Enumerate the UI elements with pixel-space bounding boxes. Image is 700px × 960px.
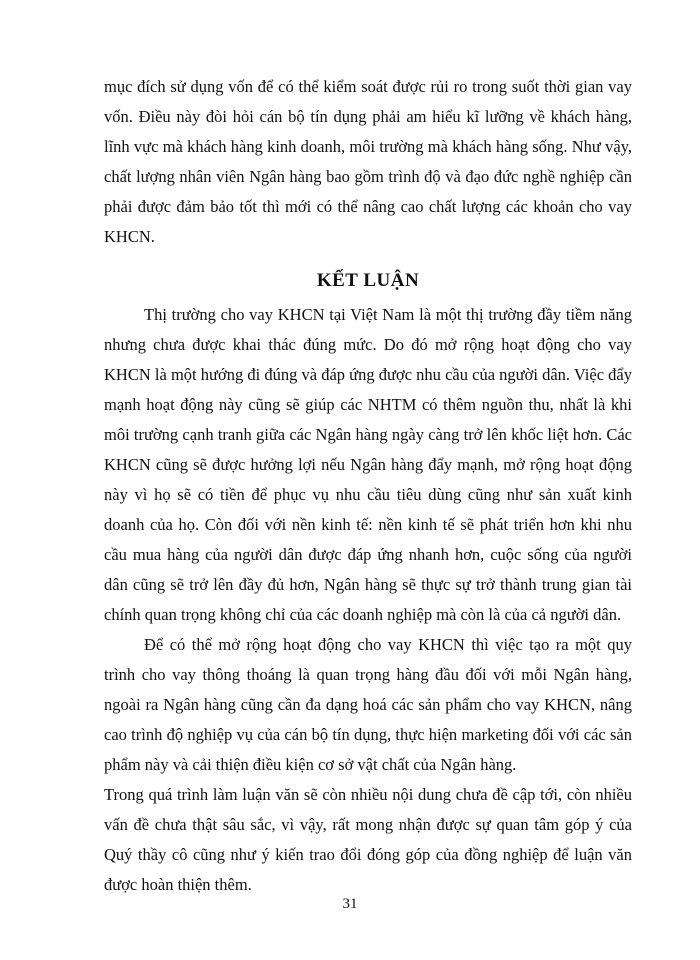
conclusion-paragraph-3: Trong quá trình làm luận văn sẽ còn nhiều nội dung chưa đề cập tới, còn nhiều vấn đề chưa thật sâu sắc, vì vậy, rất mong nhận được sự quan tâm góp ý của Quý thầy cô cũng như ý kiến trao đổi đóng góp của đồng nghiệp để luận văn được hoàn thiện thêm. xyxy=(104,785,632,894)
conclusion-paragraph-1: Thị trường cho vay KHCN tại Việt Nam là một thị trường đầy tiềm năng nhưng chưa được khai thác đúng mức. Do đó mở rộng hoạt động cho vay KHCN là một hướng đi đúng và đáp ứng được nhu cầu của người dân. Việc đẩy mạnh hoạt động này cũng sẽ giúp các NHTM có thêm nguồn thu, nhất là khi môi trường cạnh tranh giữa các Ngân hàng ngày càng trở lên khốc liệt hơn. Các KHCN cũng sẽ được hưởng lợi nếu Ngân hàng đẩy mạnh, mở rộng hoạt động này vì họ sẽ có tiền để phục vụ nhu cầu tiêu dùng cũng như sản xuất kinh doanh của họ. Còn đối với nền kinh tế: nền kinh tế sẽ phát triển hơn khi nhu cầu mua hàng của người dân được đáp ứng nhanh hơn, cuộc sống của người dân cũng sẽ trở lên đầy đủ hơn, Ngân hàng sẽ thực sự trở thành trung gian tài chính quan trọng không chỉ của các doanh nghiệp mà còn là của cả người dân. xyxy=(104,305,632,624)
conclusion-paragraph-2: Để có thể mở rộng hoạt động cho vay KHCN thì việc tạo ra một quy trình cho vay thông thoáng là quan trọng hàng đầu đối với mỗi Ngân hàng, ngoài ra Ngân hàng cũng cần đa dạng hoá các sản phẩm cho vay KHCN, nâng cao trình độ nghiệp vụ của cán bộ tín dụng, thực hiện marketing đối với các sản phẩm này và cải thiện điều kiện cơ sở vật chất của Ngân hàng. xyxy=(104,635,632,774)
section-heading: KẾT LUẬN xyxy=(316,270,420,291)
paragraph-continuation: mục đích sử dụng vốn để có thể kiểm soát được rủi ro trong suốt thời gian vay vốn. Điều này đòi hỏi cán bộ tín dụng phải am hiểu kĩ lưỡng về khách hàng, lĩnh vực mà khách hàng kinh doanh, môi trường mà khách hàng sống. Như vậy, chất lượng nhân viên Ngân hàng bao gồm trình độ và đạo đức nghề nghiệp cần phải được đảm bảo tốt thì mới có thể nâng cao chất lượng các khoản cho vay KHCN. xyxy=(104,77,632,246)
document-body xyxy=(104,72,632,900)
page-number: 31 xyxy=(342,896,358,912)
